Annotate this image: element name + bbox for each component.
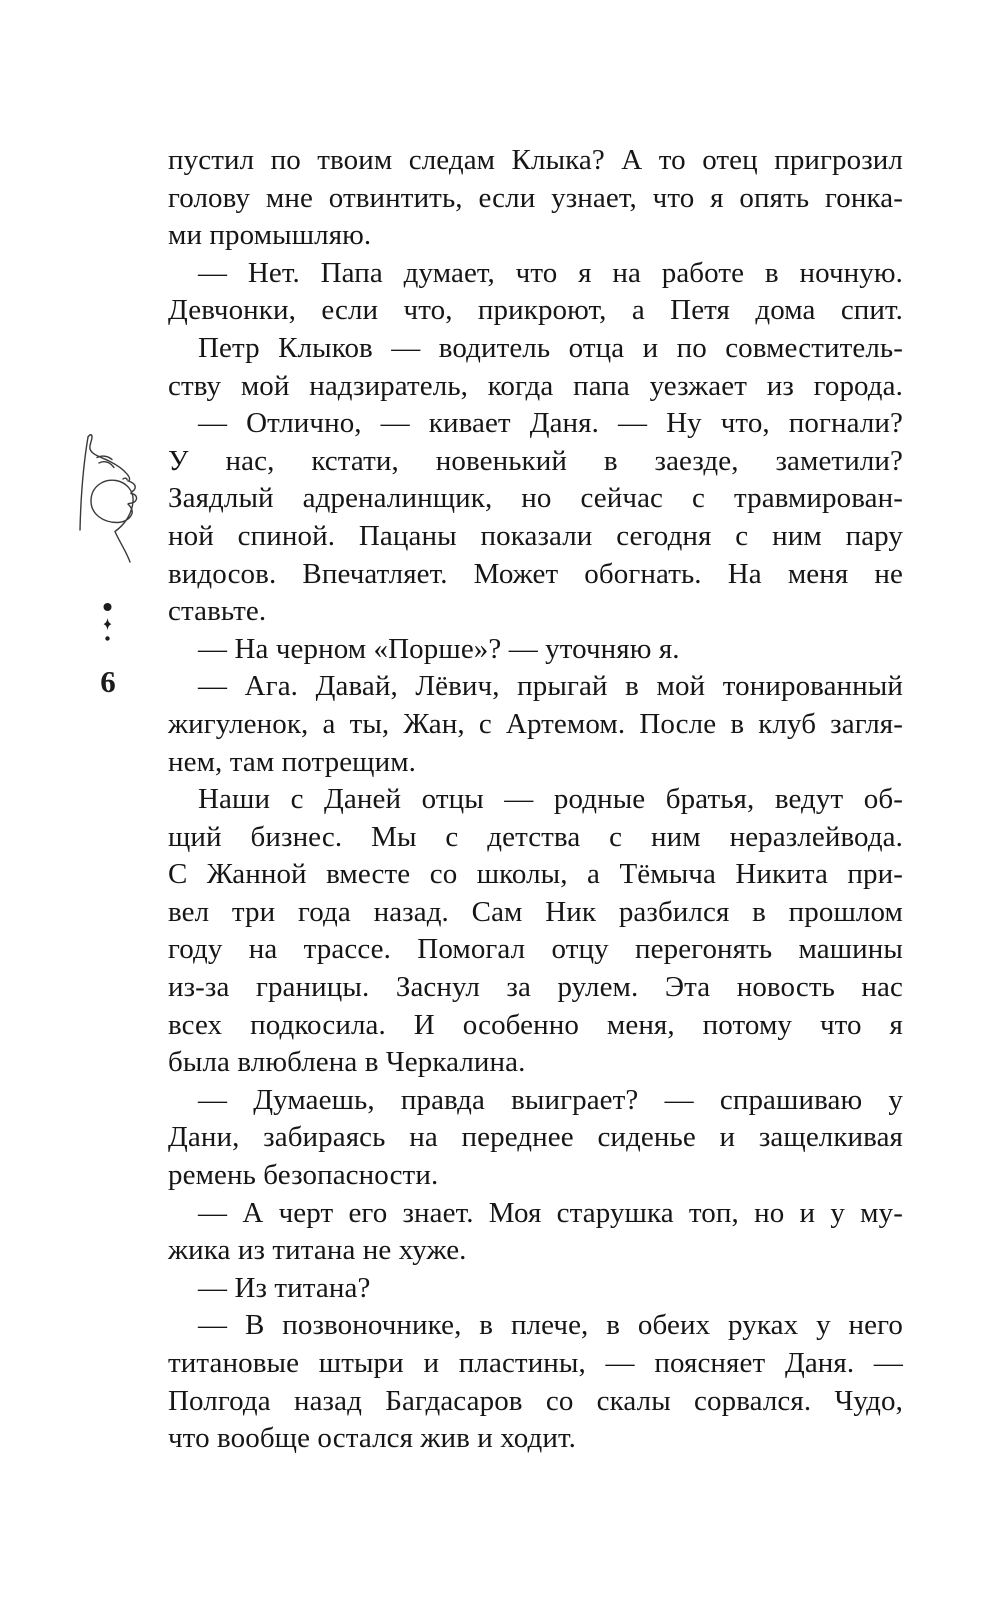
text-line: голову мне отвинтить, если узнает, что я опять гонка- <box>168 181 903 214</box>
text-line: — Из титана? <box>198 1271 371 1304</box>
text-line: пустил по твоим следам Клыка? А то отец пригрозил <box>168 144 903 176</box>
text-line: что вообще остался жив и ходит. <box>168 1422 576 1455</box>
text-block <box>168 142 903 1458</box>
text-line: — Нет. Папа думает, что я на работе в ночную. <box>198 256 903 289</box>
text-line: жика из титана не хуже. <box>168 1234 467 1267</box>
text-line: — Ага. Давай, Лёвич, прыгай в мой тонированный <box>198 670 903 703</box>
text-line: У нас, кстати, новенький в заезде, заметили? <box>168 444 903 477</box>
left-margin <box>0 0 168 1616</box>
ornament-divider <box>97 599 118 645</box>
text-line: титановые штыри и пластины, — поясняет Даня. — <box>168 1347 903 1379</box>
text-line: С Жанной вместе со школы, а Тёмыча Никита при- <box>168 858 903 891</box>
text-line: Девчонки, если что, прикроют, а Петя дома спит. <box>168 294 903 327</box>
text-line: — Отлично, — кивает Даня. — Ну что, погнали? <box>198 407 903 440</box>
page-number: 6 <box>100 664 116 699</box>
text-line: — А черт его знает. Моя старушка топ, но и у му- <box>198 1196 903 1229</box>
woman-profile-line-art-icon <box>77 431 143 563</box>
text-line: Заядлый адреналинщик, но сейчас с травмирован- <box>168 482 903 515</box>
text-line: щий бизнес. Мы с детства с ним неразлейвода. <box>168 820 903 853</box>
text-line: всех подкосила. И особенно меня, потому что я <box>168 1008 903 1041</box>
text-line: жигуленок, а ты, Жан, с Артемом. После в клуб загля- <box>168 707 903 740</box>
text-line: ремень безопасности. <box>168 1159 439 1192</box>
dot-large-icon <box>104 603 112 611</box>
text-line: из-за границы. Заснул за рулем. Эта новость нас <box>168 971 903 1004</box>
text-line: Полгода назад Багдасаров со скалы сорвался. Чудо, <box>168 1384 903 1417</box>
text-line: Петр Клыков — водитель отца и по совместитель- <box>198 331 903 364</box>
text-line: — В позвоночнике, в плече, в обеих руках у него <box>198 1309 903 1342</box>
dot-small-icon <box>105 636 109 640</box>
text-line: — На черном «Порше»? — уточняю я. <box>198 632 680 665</box>
text-line: ству мой надзиратель, когда папа уезжает из города. <box>168 369 903 402</box>
text-line: ми промышляю. <box>168 219 372 252</box>
text-line: видосов. Впечатляет. Может обогнать. На меня не <box>168 557 903 590</box>
text-line: вел три года назад. Сам Ник разбился в прошлом <box>168 895 903 928</box>
text-line: году на трассе. Помогал отцу перегонять машины <box>168 933 903 966</box>
sparkle-icon <box>104 618 112 630</box>
text-line: Наши с Даней отцы — родные братья, ведут об- <box>198 783 903 816</box>
text-line: — Думаешь, правда выиграет? — спрашиваю у <box>198 1083 903 1116</box>
text-line: была влюблена в Черкалина. <box>168 1046 526 1079</box>
text-line: ной спиной. Пацаны показали сегодня с ним пару <box>168 519 903 552</box>
text-line: нем, там потрещим. <box>168 745 417 778</box>
text-line: ставьте. <box>168 595 267 628</box>
text-line: Дани, забираясь на переднее сиденье и защелкивая <box>168 1121 903 1154</box>
